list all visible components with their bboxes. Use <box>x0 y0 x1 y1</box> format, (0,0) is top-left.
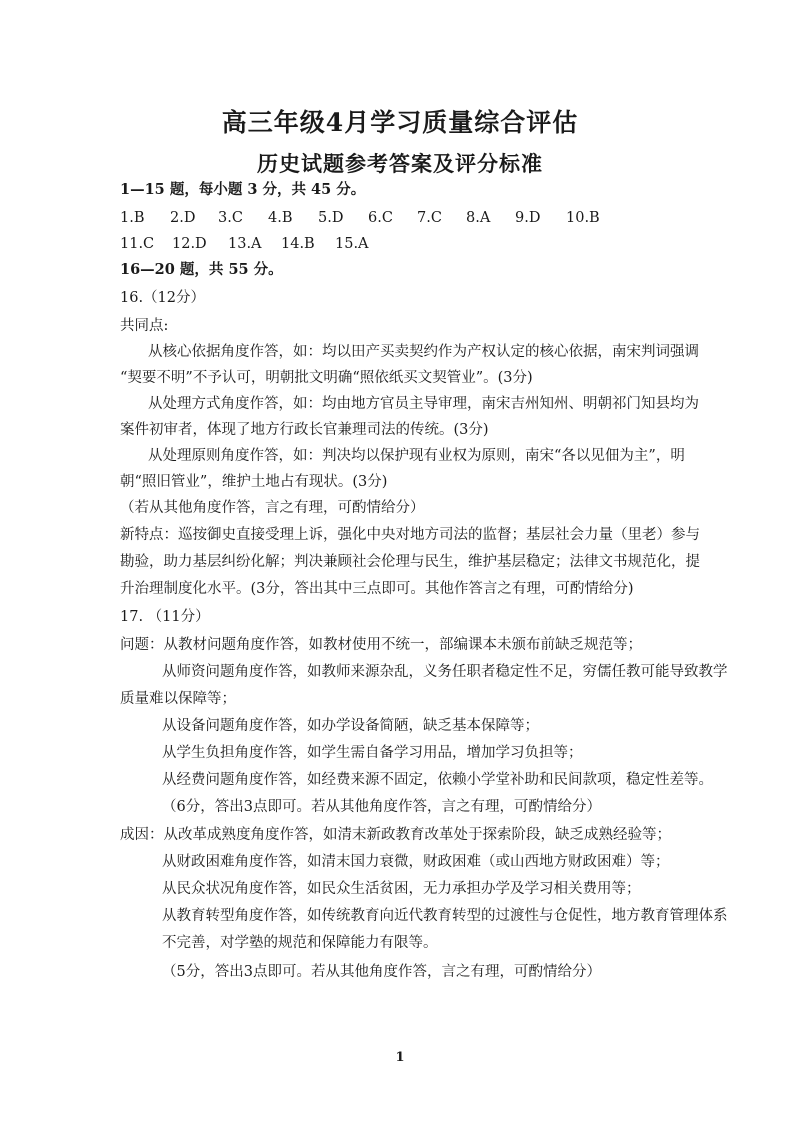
q17-problem-note: （6分，答出3点即可。若从其他角度作答，言之有理，可酌情给分） <box>162 799 601 815</box>
q16-new-features: 新特点：巡按御史直接受理上诉，强化中央对地方司法的监督；基层社会力量（里老）参与 <box>120 527 700 543</box>
answer-item: 10.B <box>566 210 600 226</box>
q17-problem-1: 问题：从教材问题角度作答，如教材使用不统一，部编课本未颁布前缺乏规范等； <box>120 637 642 653</box>
answer-item: 3.C <box>218 210 243 226</box>
answer-item: 6.C <box>368 210 393 226</box>
section1-header: 1—15 题，每小题 3 分，共 45 分。 <box>120 181 366 198</box>
q16-common-p1-cont: “契要不明”不予认可，明朝批文明确“照依纸买文契管业”。(3分) <box>120 370 533 386</box>
q17-problem-4: 从学生负担角度作答，如学生需自备学习用品，增加学习负担等； <box>162 745 583 761</box>
answer-item: 12.D <box>172 236 207 252</box>
document-title: 高三年级4月学习质量综合评估 <box>221 108 579 137</box>
q16-new-features-cont: 勘验，助力基层纠纷化解；判决兼顾社会伦理与民生，维护基层稳定；法律文书规范化，提 <box>120 554 700 570</box>
q17-problem-3: 从设备问题角度作答，如办学设备简陋，缺乏基本保障等； <box>162 718 539 734</box>
answer-item: 2.D <box>170 210 196 226</box>
answer-item: 7.C <box>417 210 442 226</box>
q17-problem-2: 从师资问题角度作答，如教师来源杂乱，义务任职者稳定性不足，穷儒任教可能导致教学 <box>162 664 728 680</box>
answer-item: 14.B <box>281 236 315 252</box>
q17-problem-2-cont: 质量难以保障等； <box>120 691 236 707</box>
q16-common-p3-cont: 朝“照旧管业”，维护土地占有现状。(3分) <box>120 474 388 490</box>
q17-cause-2: 从财政困难角度作答，如清末国力衰微，财政困难（或山西地方财政困难）等； <box>162 854 670 870</box>
q16-common-p2: 从处理方式角度作答，如：均由地方官员主导审理，南宋吉州知州、明朝祁门知县均为 <box>148 396 699 412</box>
q16-new-features-end: 升治理制度化水平。(3分，答出其中三点即可。其他作答言之有理，可酌情给分) <box>120 581 634 597</box>
q16-note: （若从其他角度作答，言之有理，可酌情给分） <box>120 500 425 516</box>
answer-item: 1.B <box>120 210 145 226</box>
answer-item: 9.D <box>515 210 541 226</box>
answer-item: 13.A <box>228 236 262 252</box>
answer-item: 4.B <box>268 210 293 226</box>
q17-cause-4: 从教育转型角度作答，如传统教育向近代教育转型的过渡性与仓促性，地方教育管理体系 <box>162 908 728 924</box>
q16-common-p2-cont: 案件初审者，体现了地方行政长官兼理司法的传统。(3分) <box>120 422 489 438</box>
answer-item: 5.D <box>318 210 344 226</box>
q17-cause-1: 成因：从改革成熟度角度作答，如清末新政教育改革处于探索阶段，缺乏成熟经验等； <box>120 827 671 843</box>
q17-cause-note: （5分，答出3点即可。若从其他角度作答，言之有理，可酌情给分） <box>162 964 601 980</box>
answer-item: 11.C <box>120 236 155 252</box>
answer-item: 15.A <box>335 236 369 252</box>
q16-label: 16.（12分） <box>120 290 206 306</box>
document-subtitle: 历史试题参考答案及评分标准 <box>257 151 543 176</box>
answer-item: 8.A <box>466 210 491 226</box>
q17-label: 17. （11分） <box>120 609 210 625</box>
q17-problem-5: 从经费问题角度作答，如经费来源不固定，依赖小学堂补助和民间款项，稳定性差等。 <box>162 772 713 788</box>
q16-common-label: 共同点: <box>120 318 169 334</box>
q16-common-p1: 从核心依据角度作答，如：均以田产买卖契约作为产权认定的核心依据，南宋判词强调 <box>148 344 699 360</box>
q17-cause-3: 从民众状况角度作答，如民众生活贫困，无力承担办学及学习相关费用等； <box>162 881 641 897</box>
q16-common-p3: 从处理原则角度作答，如：判决均以保护现有业权为原则，南宋“各以见佃为主”，明 <box>148 448 685 464</box>
section2-header: 16—20 题，共 55 分。 <box>120 261 283 278</box>
page-number: 1 <box>395 1050 405 1065</box>
q17-cause-4-cont: 不完善，对学塾的规范和保障能力有限等。 <box>162 935 438 951</box>
